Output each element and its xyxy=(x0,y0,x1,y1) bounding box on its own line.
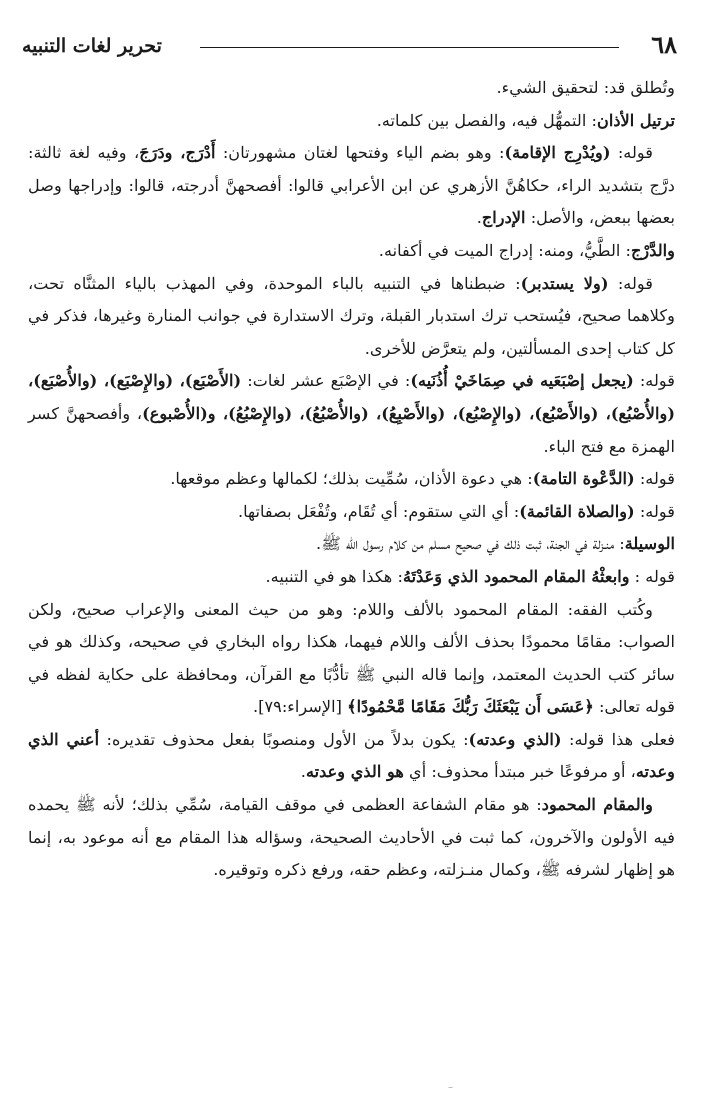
bold-term: أعني الذي وعدته xyxy=(28,729,675,782)
bold-term: (يجعل إصْبَعَيه في صِمَاخَيْ أُذُنَيه) xyxy=(410,371,634,391)
text-run: : وهو بضم الياء وفتحها لغتان مشهورتان: xyxy=(215,143,505,163)
text-run: : يكون بدلاً من الأول ومنصوبًا بفعل محذوف تقديره: xyxy=(99,729,469,749)
bold-term: (ولا يستدبر) xyxy=(520,273,609,293)
text-run: : هي دعوة الأذان، سُمِّيت بذلك؛ لكمالها وعظم موقعها. xyxy=(170,469,533,489)
paragraph xyxy=(28,561,675,594)
page-body xyxy=(28,72,675,1081)
paragraph xyxy=(28,496,675,529)
bold-term: أَدْرَج، ودَرَجَ xyxy=(139,143,216,163)
bold-term: ﴿عَسَى أَن يَبْعَثَكَ رَبُّكَ مَقَامًا مَّحْمُودًا﴾ xyxy=(347,697,594,717)
text-run: قوله: xyxy=(608,273,653,293)
text-run: : هكذا هو في التنبيه. xyxy=(265,566,403,586)
text-run: : هو مقام الشفاعة العظمى في موقف القيامة، سُمِّي بذلك؛ لأنه ﷺ يحمده فيه الأولون والآخرون، كما ثبت في الأحاديث الصحيحة، وسؤاله هذا المقام مع أنه موعود به، إنما هو إظهار لشرفه ﷺ، وكمال منـزلته، وعظم حقه، ورفع ذكره وتوقيره. xyxy=(28,795,675,880)
text-run: : ضبطناها في التنبيه بالباء الموحدة، وفي المهذب بالياء المثنَّاه تحت، وكلاهما صحيح، فيُستحب ترك استدبار القبلة، وترك الاستدارة في جوانب المنارة وغيرها، فذكر في كل كتاب إحدى المسألتين، ولم يتعرَّض للأخرى. xyxy=(28,273,675,358)
text-run: فعلى هذا قوله: xyxy=(561,729,676,749)
text-run: وكُتب الفقه: المقام المحمود بالألف واللام: وهو من حيث المعنى والإعراب صحيح، ولكن الصواب: مقامًا محمودًا بحذف الألف واللام فيهما، هكذا رواه البخاري في صحيحه، وكذلك هو في سائر كتب الحديث المعتمد، وإنما قاله النبي ﷺ تأدُّبًا مع القرآن، ومحافظة على حكاية لفظه في قوله تعالى: xyxy=(28,599,675,717)
running-title: تحرير لغات التنبيه xyxy=(22,35,162,57)
bold-term: (والصلاة القائمة) xyxy=(519,501,635,521)
bold-term: (الأَصْبَع)، (والإِصْبَع)، (والأُصْبَع)، (والأُصْبُع)، (والأَصْبُع)، (والإِصْبُع)، (والأَصْبِعُ)، (والأُصْبُعُ)، (والإِصْبُعُ)، و(الأُصْبوع) xyxy=(28,371,675,423)
bold-term: وابعثْهُ المقام المحمود الذي وَعَدْتَهُ xyxy=(402,566,630,586)
bold-term: والدَّرْج xyxy=(630,240,675,260)
bold-term: الإدراج xyxy=(481,208,526,228)
paragraph xyxy=(28,724,675,789)
paragraph xyxy=(28,105,675,138)
bold-term: والمقام المحمود xyxy=(541,795,653,815)
text-run: : في الإصْبَع عشر لغات: xyxy=(241,371,411,391)
footer-mark: – xyxy=(448,1082,453,1093)
text-run: . xyxy=(476,208,482,228)
bold-term: الوسيلة xyxy=(624,534,675,554)
page-header xyxy=(22,30,677,66)
text-run: : منـزلة في الجنة، ثبت ذلك في صحيح مسلم من كلام رسول الله ﷺ. xyxy=(316,534,625,554)
page-number: ٦٨ xyxy=(651,30,677,59)
text-run: ، وفيه لغة ثالثة: درَّج بتشديد الراء، حكاهُنَّ الأزهري عن ابن الأعرابي قالوا: أفصحهنَّ أدرجته، قالوا: وإدراجها وصل بعضها ببعض، والأصل: xyxy=(28,143,675,228)
text-run: قوله: xyxy=(634,501,675,521)
paragraph xyxy=(28,594,675,724)
paragraph xyxy=(28,137,675,235)
paragraph xyxy=(28,235,675,268)
bold-term: (ويُدْرِج الإقامة) xyxy=(504,143,611,163)
bold-term: (الدَّعْوة التامة) xyxy=(532,469,635,489)
text-run: [الإسراء:٧٩]. xyxy=(252,697,348,717)
text-run: وتُطلق قد: لتحقيق الشيء. xyxy=(496,78,675,97)
text-run: قوله: xyxy=(634,469,675,489)
header-rule xyxy=(200,47,619,48)
text-run: . xyxy=(300,762,306,782)
bold-term: هو الذي وعدته xyxy=(305,762,404,782)
text-run: قوله: xyxy=(633,371,675,391)
paragraph xyxy=(28,268,675,366)
text-run: : التمهُّل فيه، والفصل بين كلماته. xyxy=(376,110,597,130)
paragraph xyxy=(28,365,675,463)
paragraph xyxy=(28,72,675,105)
bold-term: (الذي وعدته) xyxy=(468,729,562,749)
text-run: قوله : xyxy=(629,566,675,586)
text-run: ، وأفصحهنَّ كسر الهمزة مع فتح الباء. xyxy=(28,403,675,456)
bold-term: ترتيل الأذان xyxy=(596,110,675,130)
paragraph xyxy=(28,528,675,561)
paragraph xyxy=(28,463,675,496)
text-run: قوله: xyxy=(610,143,654,163)
text-run: ، أو مرفوعًا خبر مبتدأ محذوف: أي xyxy=(403,762,636,782)
text-run: : أي التي ستقوم: أي تُقَام، وتُفْعَل بصفاتها. xyxy=(237,501,520,521)
text-run: : الطَّيُّ، ومنه: إدراج الميت في أكفانه. xyxy=(378,240,631,260)
paragraph xyxy=(28,789,675,887)
